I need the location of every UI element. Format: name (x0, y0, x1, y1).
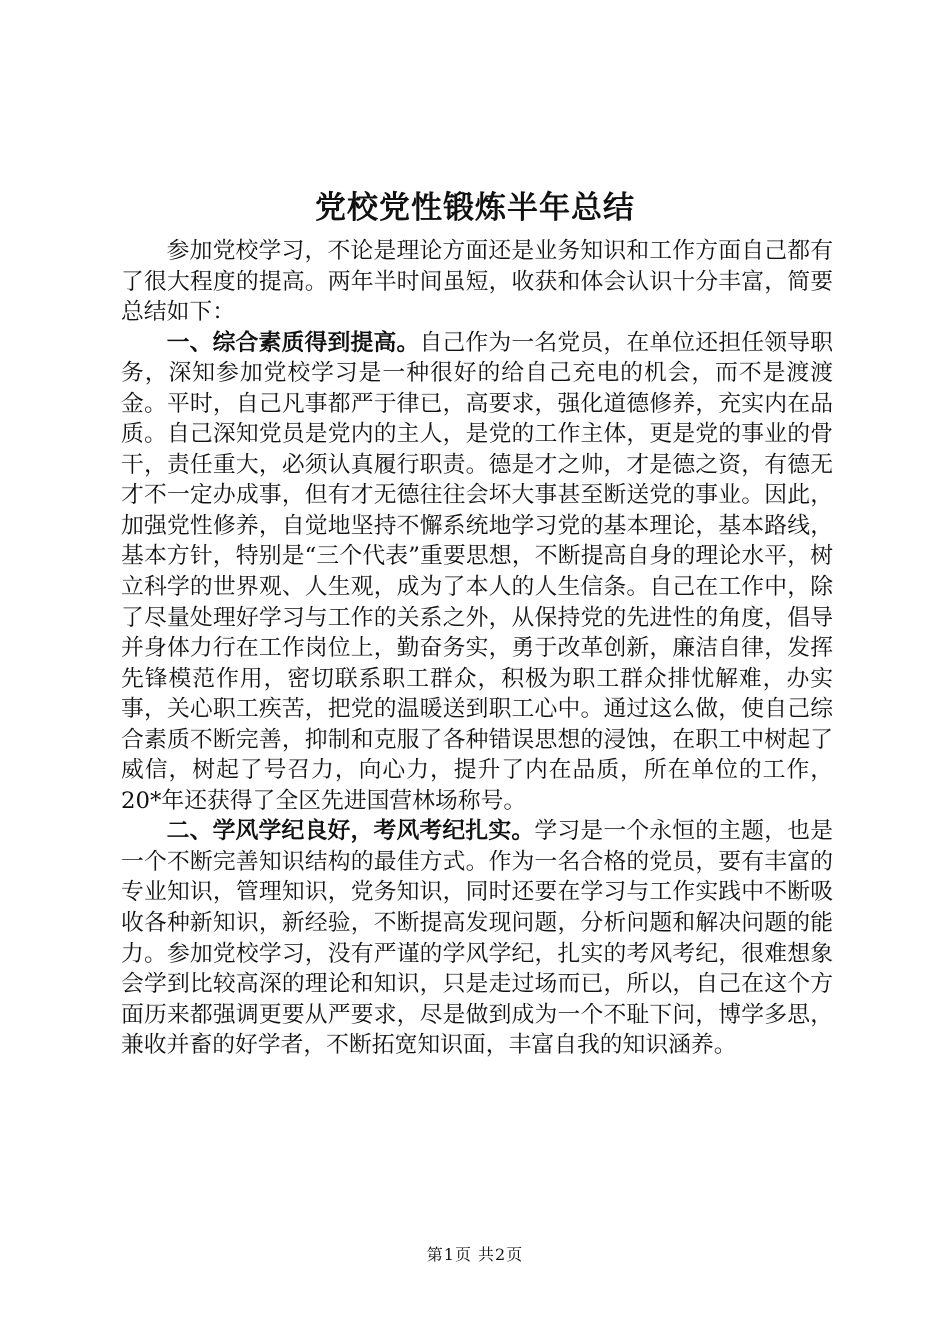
section-heading: 一、综合素质得到提高。 (166, 329, 420, 356)
paragraph-text: 参加党校学习，不论是理论方面还是业务知识和工作方面自己都有了很大程度的提高。两年半时间虽短，收获和体会认识十分丰富，简要总结如下： (121, 238, 833, 326)
document-body (121, 236, 833, 1061)
paragraph-text: 自己作为一名党员，在单位还担任领导职务，深知参加党校学习是一种很好的给自己充电的机会，而不是渡渡金。平时，自己凡事都严于律已，高要求，强化道德修养，充实内在品质。自己深知党员是党内的主人，是党的工作主体，更是党的事业的骨干，责任重大，必须认真履行职责。德是才之帅，才是德之资，有德无才不一定办成事，但有才无德往往会坏大事甚至断送党的事业。因此，加强党性修养，自觉地坚持不懈系统地学习党的基本理论，基本路线，基本方针，特别是“三个代表”重要思想，不断提高自身的理论水平，树立科学的世界观、人生观，成为了本人的人生信条。自己在工作中，除了尽量处理好学习与工作的关系之外，从保持党的先进性的角度，倡导并身体力行在工作岗位上，勤奋务实，勇于改革创新，廉洁自律，发挥先锋模范作用，密切联系职工群众，积极为职工群众排忧解难，办实事，关心职工疾苦，把党的温暖送到职工心中。通过这么做，使自己综合素质不断完善，抑制和克服了各种错误思想的浸蚀，在职工中树起了威信，树起了号召力，向心力，提升了内在品质，所在单位的工作，20*年还获得了全区先进国营林场称号。 (121, 329, 834, 814)
section-heading: 二、学风学纪良好，考风考纪扎实。 (166, 818, 535, 845)
document-title: 党校党性锻炼半年总结 (315, 190, 635, 226)
paragraph-intro (121, 236, 833, 328)
page-number: 第1页 共2页 (426, 1245, 524, 1264)
paragraph-text: 学习是一个永恒的主题，也是一个不断完善知识结构的最佳方式。作为一名合格的党员，要有丰富的专业知识，管理知识，党务知识，同时还要在学习与工作实践中不断吸收各种新知识，新经验，不断提高发现问题，分析问题和解决问题的能力。参加党校学习，没有严谨的学风学纪，扎实的考风考纪，很难想象会学到比较高深的理论和知识，只是走过场而已，所以，自己在这个方面历来都强调更要从严要求，尽是做到成为一个不耻下问，博学多思，兼收并畜的好学者，不断拓宽知识面，丰富自我的知识涵养。 (121, 818, 834, 1059)
paragraph-section-2 (121, 816, 833, 1060)
paragraph-section-1 (121, 328, 833, 817)
